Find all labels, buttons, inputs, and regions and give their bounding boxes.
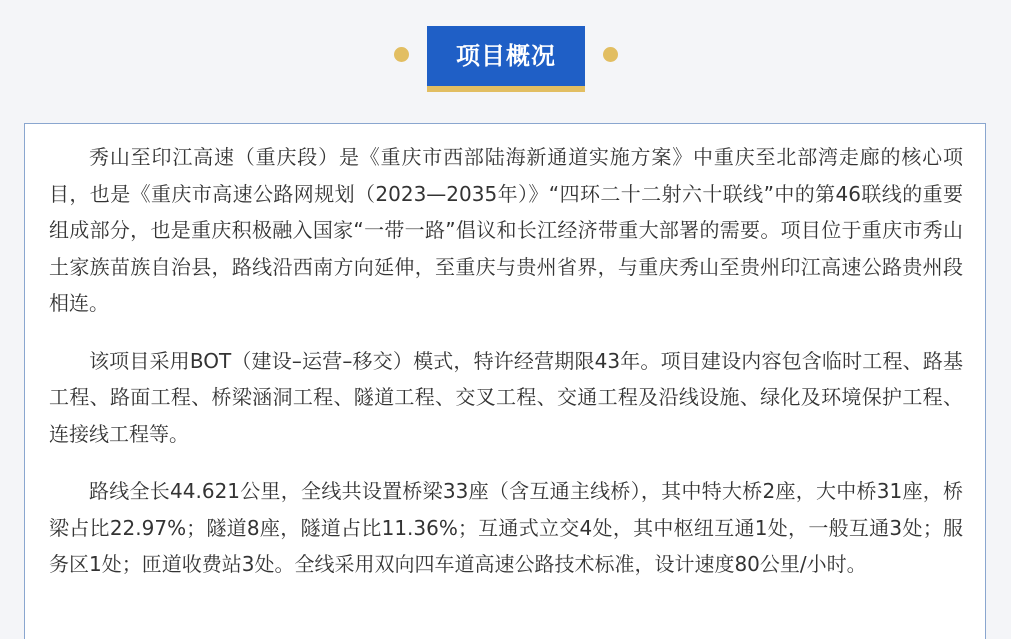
left-dot-ornament-icon [394,47,409,62]
section-header [0,26,1011,94]
right-dot-ornament-icon [603,47,618,62]
paragraph-route: 路线全长44.621公里，全线共设置桥梁33座（含互通主线桥），其中特大桥2座，大中桥31座，桥梁占比22.97%；隧道8座，隧道占比11.36%；互通式立交4处，其中枢纽互通1处，一般互通3处；服务区1处；匝道收费站3处。全线采用双向四车道高速公路技术标准，设计速度80公里/小时。 [49,479,963,576]
paragraph-model: 该项目采用BOT（建设–运营–移交）模式，特许经营期限43年。项目建设内容包含临时工程、路基工程、路面工程、桥梁涵洞工程、隧道工程、交叉工程、交通工程及沿线设施、绿化及环境保护工程、连接线工程等。 [49,348,963,446]
title-underline [427,86,585,92]
section-title: 项目概况 [427,26,585,86]
content-box [24,123,986,639]
paragraph-overview: 秀山至印江高速（重庆段）是《重庆市西部陆海新通道实施方案》中重庆至北部湾走廊的核心项目，也是《重庆市高速公路网规划（2023—2035年）》“四环二十二射六十联线”中的第46联线的重要组成部分，也是重庆积极融入国家“一带一路”倡议和长江经济带重大部署的需要。项目位于重庆市秀山土家族苗族自治县，路线沿西南方向延伸，至重庆与贵州省界，与重庆秀山至贵州印江高速公路贵州段相连。 [49,145,963,315]
